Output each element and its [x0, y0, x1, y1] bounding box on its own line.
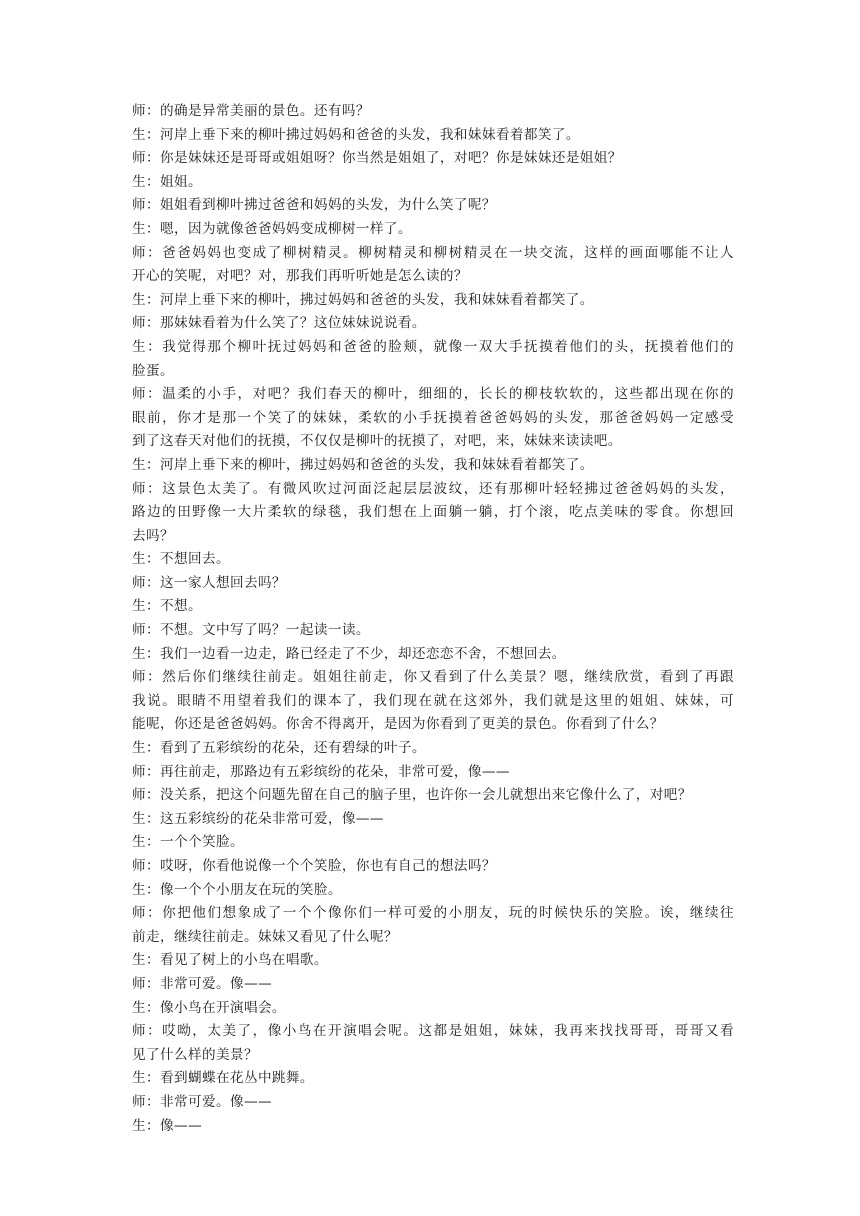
- text-line: 师：不想。文中写了吗？一起读一读。: [132, 622, 370, 639]
- text-line: 生：嗯，因为就像爸爸妈妈变成柳树一样了。: [132, 220, 412, 237]
- text-line: 师：这一家人想回去吗？: [132, 574, 286, 591]
- text-line: 生：像——: [132, 1117, 202, 1134]
- text-line: 师：没关系，把这个问题先留在自己的脑子里，也许你一会儿就想出来它像什么了，对吧？: [132, 787, 692, 804]
- text-line: 到了这春天对他们的抚摸，不仅仅是柳叶的抚摸了，对吧，来，妹妹来读读吧。: [132, 433, 622, 450]
- text-line: 生：河岸上垂下来的柳叶，拂过妈妈和爸爸的头发，我和妹妹看着都笑了。: [132, 291, 594, 308]
- text-line: 师：你是妹妹还是哥哥或姐姐呀？你当然是姐姐了，对吧？你是妹妹还是姐姐？: [132, 150, 622, 167]
- text-line: 生：看见了树上的小鸟在唱歌。: [132, 952, 328, 969]
- text-line: 开心的笑呢，对吧？对，那我们再听听她是怎么读的？: [132, 268, 468, 285]
- text-line: 生：看到蝴蝶在花丛中跳舞。: [132, 1070, 314, 1087]
- text-line: 师：姐姐看到柳叶拂过爸爸和妈妈的头发，为什么笑了呢？: [132, 197, 496, 214]
- text-line: 师：这景色太美了。有微风吹过河面泛起层层波纹，还有那柳叶轻轻拂过爸爸妈妈的头发，: [132, 480, 734, 497]
- text-line: 脸蛋。: [132, 362, 174, 379]
- text-line: 师：爸爸妈妈也变成了柳树精灵。柳树精灵和柳树精灵在一块交流，这样的画面哪能不让人: [132, 244, 734, 261]
- text-line: 生：像小鸟在开演唱会。: [132, 999, 286, 1016]
- text-line: 师：非常可爱。像——: [132, 1093, 272, 1110]
- text-line: 师：再往前走，那路边有五彩缤纷的花朵，非常可爱，像——: [132, 763, 510, 780]
- text-line: 生：看到了五彩缤纷的花朵，还有碧绿的叶子。: [132, 740, 426, 757]
- text-line: 生：像一个个小朋友在玩的笑脸。: [132, 881, 342, 898]
- text-line: 生：河岸上垂下来的柳叶拂过妈妈和爸爸的头发，我和妹妹看着都笑了。: [132, 126, 580, 143]
- transcript-body: [132, 100, 734, 1138]
- text-line: 师：的确是异常美丽的景色。还有吗？: [132, 103, 370, 119]
- text-line: 路边的田野像一大片柔软的绿毯，我们想在上面躺一躺，打个滚，吃点美味的零食。你想回: [132, 504, 734, 521]
- text-line: 师：哎呀，你看他说像一个个笑脸，你也有自己的想法吗？: [132, 858, 496, 874]
- text-line: 眼前，你才是那一个笑了的妹妹，柔软的小手抚摸着爸爸妈妈的头发，那爸爸妈妈一定感受: [132, 409, 734, 426]
- text-line: 生：不想回去。: [132, 551, 230, 568]
- text-line: 师：温柔的小手，对吧？我们春天的柳叶，细细的，长长的柳枝软软的，这些都出现在你的: [132, 386, 734, 403]
- text-line: 师：你把他们想象成了一个个像你们一样可爱的小朋友，玩的时候快乐的笑脸。诶，继续往: [132, 905, 734, 922]
- text-line: 生：我们一边看一边走，路已经走了不少，却还恋恋不舍，不想回去。: [132, 645, 566, 662]
- text-line: 见了什么样的美景？: [132, 1046, 258, 1063]
- text-line: 师：哎呦，太美了，像小鸟在开演唱会呢。这都是姐姐，妹妹，我再来找找哥哥，哥哥又看: [132, 1023, 734, 1040]
- text-line: 生：不想。: [132, 598, 202, 615]
- text-line: 前走，继续往前走。妹妹又看见了什么呢？: [132, 928, 398, 945]
- text-line: 去吗？: [132, 527, 174, 544]
- text-line: 能呢，你还是爸爸妈妈。你舍不得离开，是因为你看到了更美的景色。你看到了什么？: [132, 716, 664, 733]
- text-line: 生：姐姐。: [132, 173, 202, 190]
- text-line: 师：那妹妹看着为什么笑了？这位妹妹说说看。: [132, 315, 426, 332]
- text-line: 生：这五彩缤纷的花朵非常可爱，像——: [132, 810, 384, 827]
- text-line: 我说。眼睛不用望着我们的课本了，我们现在就在这郊外，我们就是这里的姐姐、妹妹，可: [132, 692, 734, 709]
- text-line: 师：非常可爱。像——: [132, 975, 272, 992]
- text-line: 生：我觉得那个柳叶抚过妈妈和爸爸的脸颊，就像一双大手抚摸着他们的头，抚摸着他们的: [132, 338, 734, 355]
- text-line: 师：然后你们继续往前走。姐姐往前走，你又看到了什么美景？嗯，继续欣赏，看到了再跟: [132, 669, 734, 686]
- text-line: 生：一个个笑脸。: [132, 834, 244, 851]
- text-line: 生：河岸上垂下来的柳叶，拂过妈妈和爸爸的头发，我和妹妹看着都笑了。: [132, 456, 594, 473]
